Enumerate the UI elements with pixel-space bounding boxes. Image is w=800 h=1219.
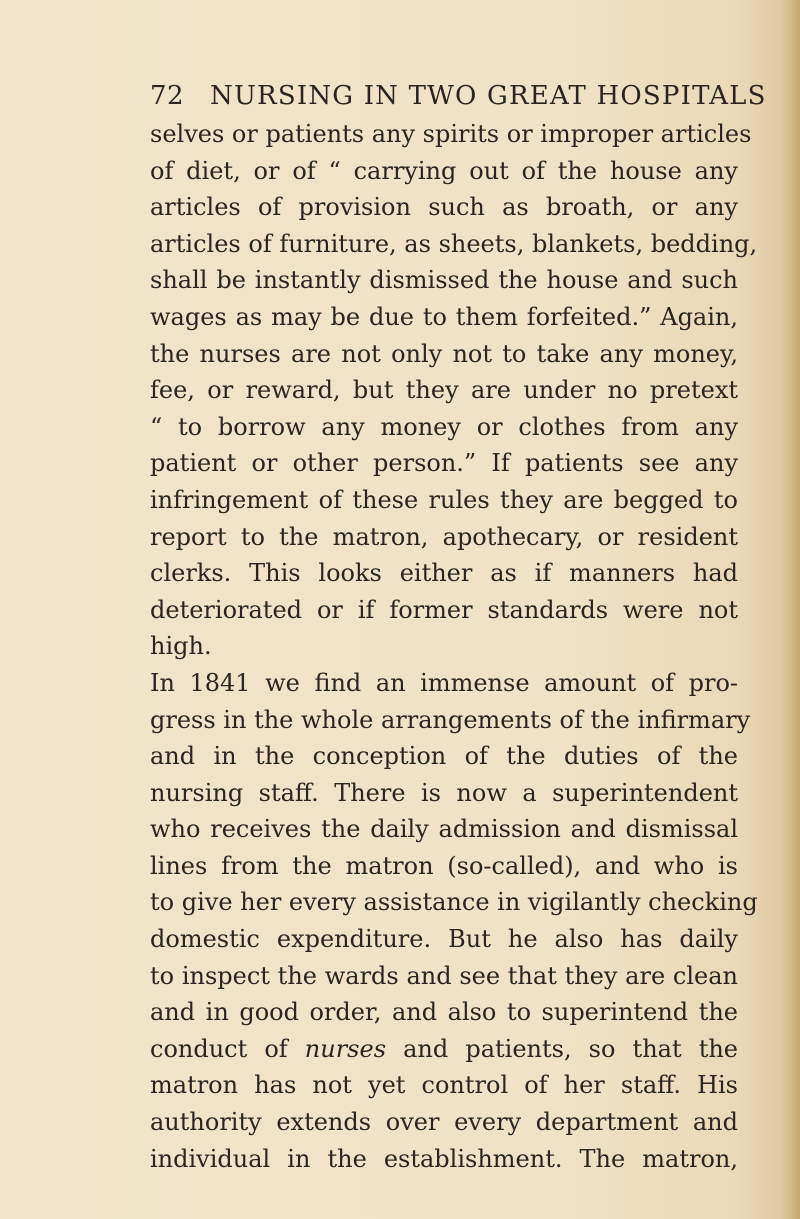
text-line: patient or other person.” If patients see any: [150, 449, 738, 478]
text-line: the nurses are not only not to take any money,: [150, 339, 738, 368]
text-line: to give her every assistance in vigilantly checking: [150, 888, 758, 917]
text-line: report to the matron, apothecary, or resident: [150, 522, 738, 551]
page-body: [150, 116, 758, 1177]
text-line: matron has not yet control of her staff. His: [150, 1071, 738, 1100]
text-line: selves or patients any spirits or improper articles: [150, 120, 752, 148]
text-line: infringement of these rules they are begged to: [150, 485, 738, 514]
text-line: articles of provision such as broath, or any: [150, 193, 738, 222]
page-edge: [780, 0, 800, 1219]
text-fragment: conduct of: [150, 1034, 305, 1063]
text-line: to inspect the wards and see that they are clean: [150, 961, 738, 990]
text-line: of diet, or of “ carrying out of the house any: [150, 156, 738, 185]
text-line: clerks. This looks either as if manners had: [150, 559, 738, 588]
text-line: authority extends over every department and: [150, 1108, 738, 1137]
paragraph-end-line: high.: [150, 632, 212, 661]
text-line: and in good order, and also to superintend the: [150, 998, 738, 1027]
text-line: fee, or reward, but they are under no pretext: [150, 376, 738, 405]
paragraph-start-line: In 1841 we find an immense amount of pro-: [150, 668, 738, 697]
text-line: individual in the establishment. The matron,: [150, 1144, 738, 1173]
text-line: domestic expenditure. But he also has daily: [150, 925, 738, 954]
text-line: shall be instantly dismissed the house and such: [150, 266, 738, 295]
running-header: [150, 76, 767, 116]
italic-word: nurses: [304, 1034, 387, 1063]
text-line: articles of furniture, as sheets, blankets, bedding,: [150, 229, 758, 258]
text-line: wages as may be due to them forfeited.” Again,: [150, 302, 738, 331]
text-fragment: and patients, so that the: [386, 1034, 738, 1063]
page-number: 72: [150, 81, 185, 111]
text-line-italic-nurses: [150, 1031, 738, 1068]
running-title: NURSING IN TWO GREAT HOSPITALS: [210, 81, 767, 111]
text-line: deteriorated or if former standards were not: [150, 595, 738, 624]
text-line: nursing staff. There is now a superintendent: [150, 778, 738, 807]
text-line: who receives the daily admission and dismissal: [150, 815, 738, 844]
text-line: and in the conception of the duties of the: [150, 742, 738, 771]
text-line: lines from the matron (so-called), and who is: [150, 851, 738, 880]
text-line: gress in the whole arrangements of the infirmary: [150, 705, 751, 734]
text-line: “ to borrow any money or clothes from any: [150, 412, 738, 441]
